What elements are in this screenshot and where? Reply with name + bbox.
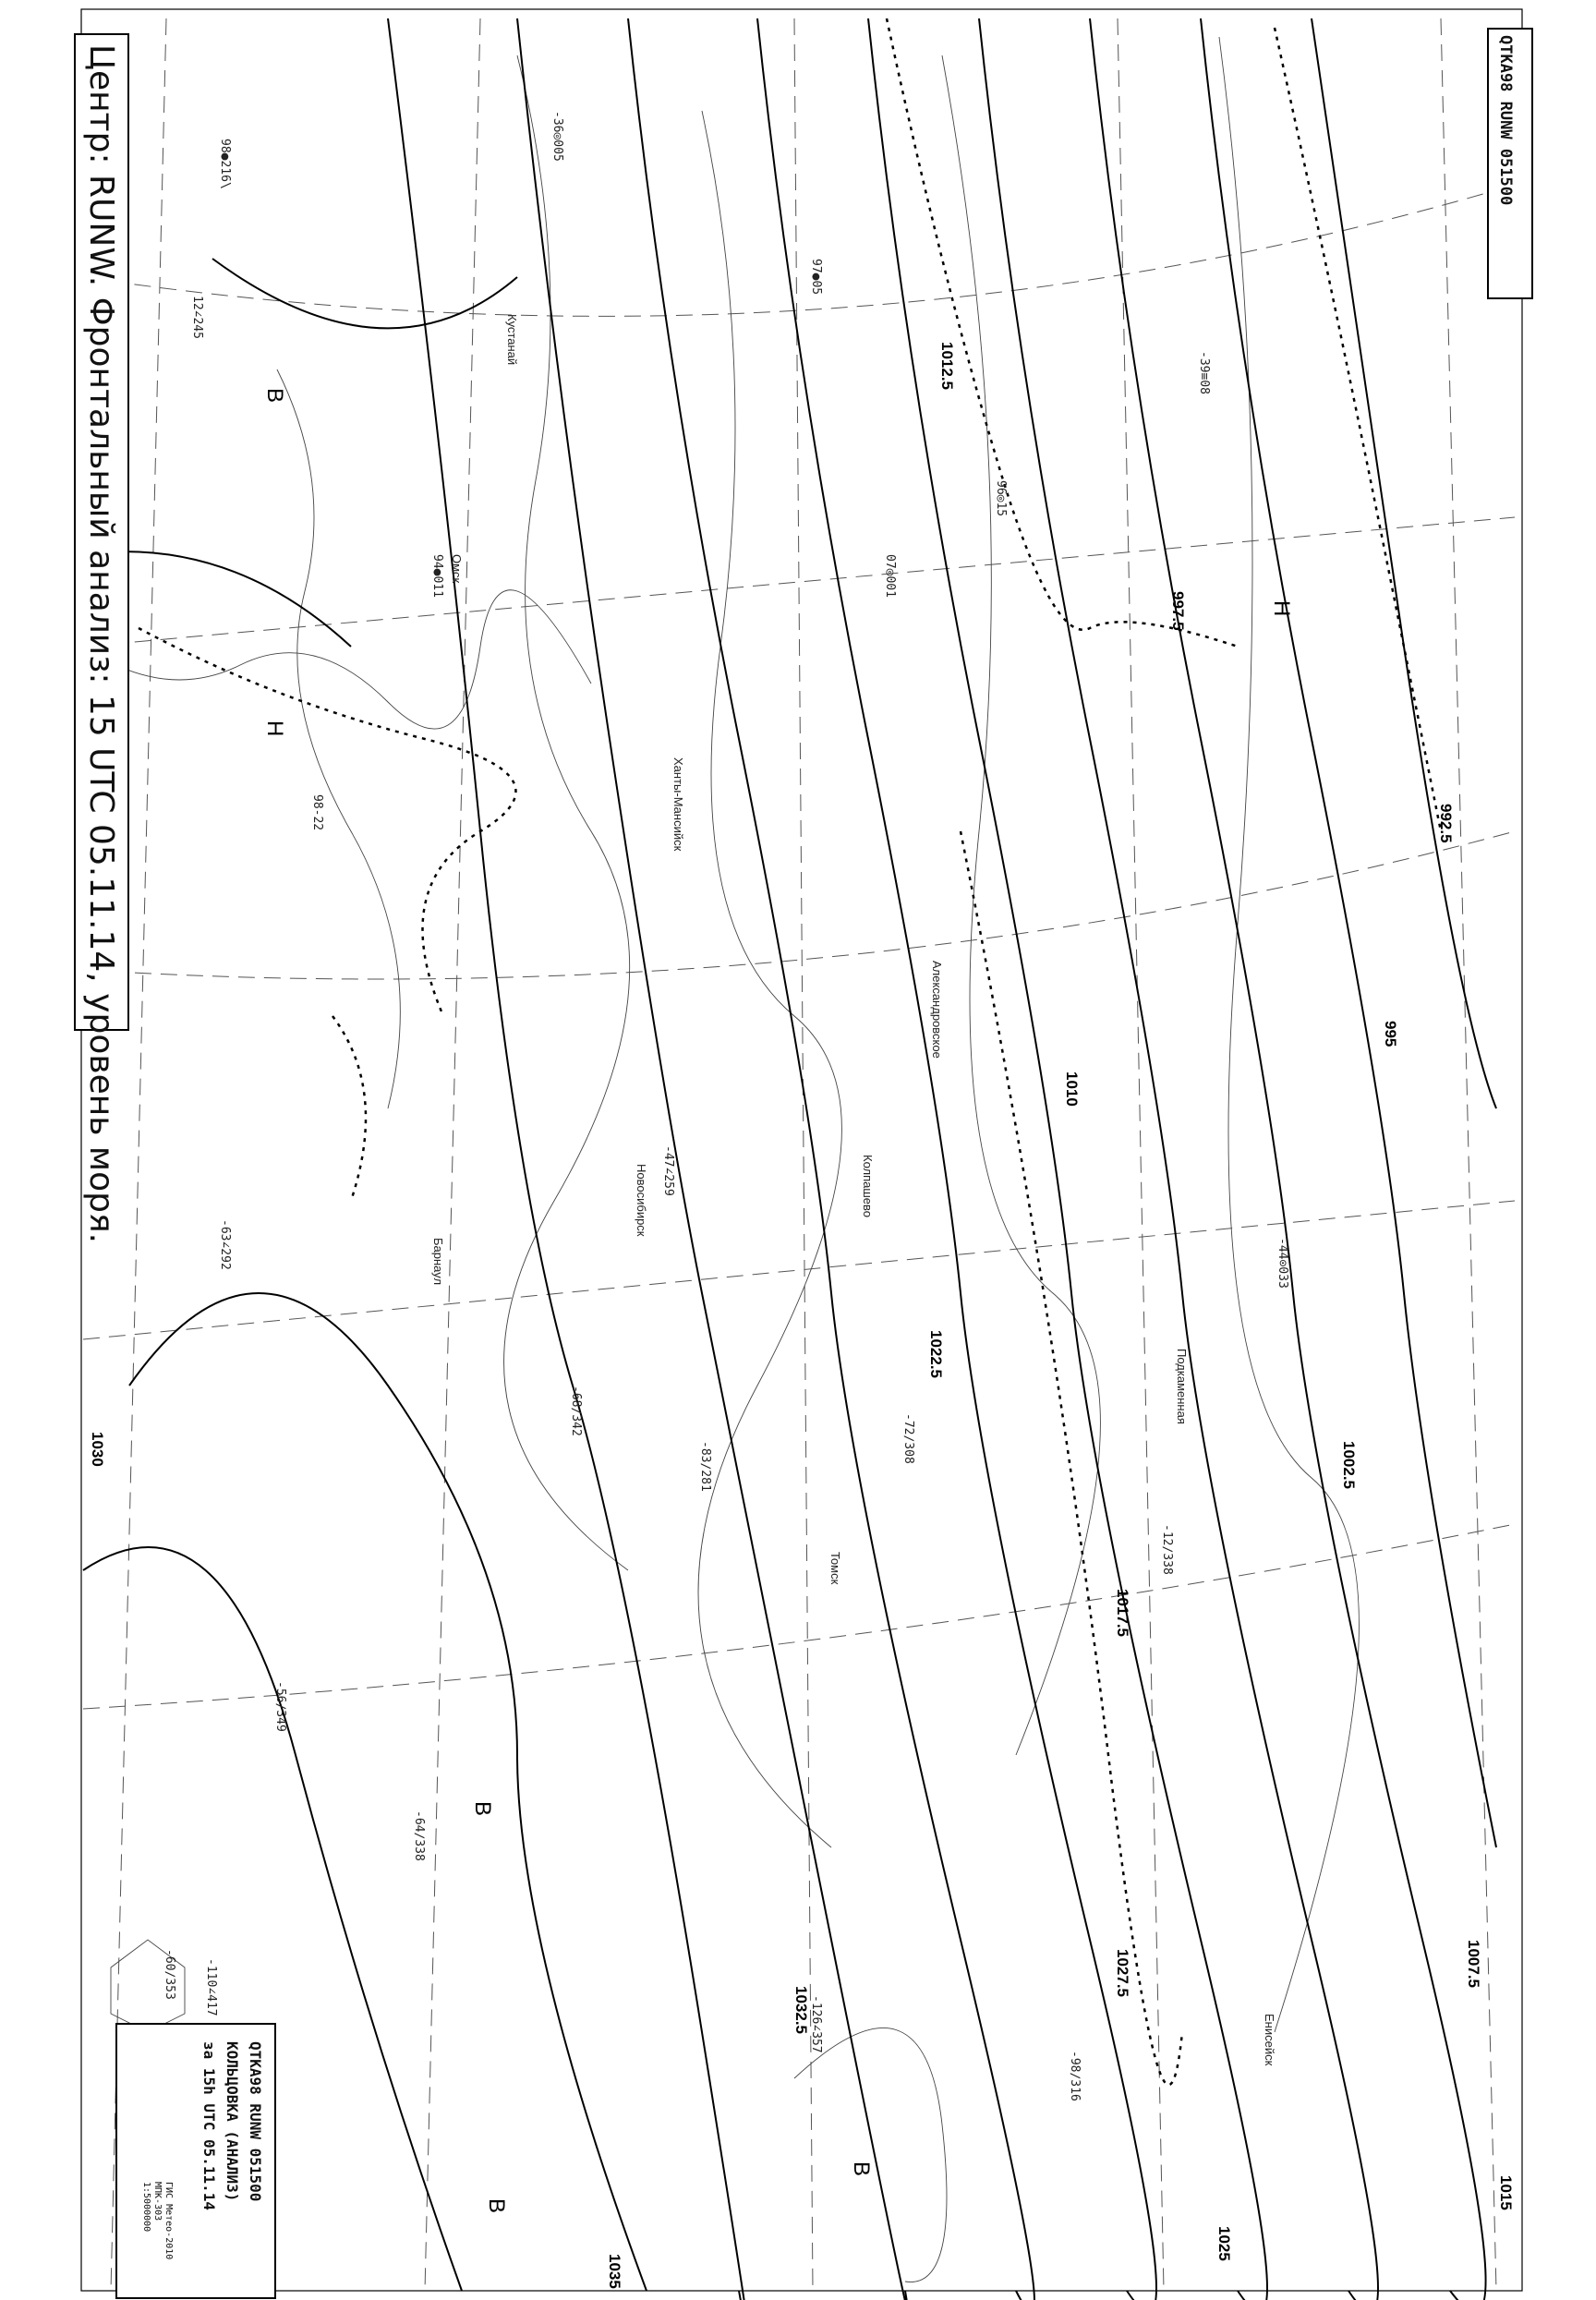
place-name: Кустанай [505,314,519,366]
station-plot: 97●05 [809,259,823,296]
station-plots [163,111,1289,2101]
legend-line-1: QTKA98 RUNW 051500 [247,2041,264,2202]
header-code-box [1487,28,1533,299]
isobar-label: 997.5 [1169,591,1187,631]
legend-meta-3: 1:5000000 [141,2182,151,2233]
isobar-label: 995 [1382,1021,1399,1047]
station-plot: -44⊙033 [1276,1238,1289,1289]
high-center: В [484,2198,509,2214]
isobar-label: 992.5 [1437,804,1455,843]
high-center: В [262,388,287,404]
place-name: Томск [828,1552,842,1585]
legend-box [115,2023,276,2299]
place-name: Барнаул [431,1238,445,1286]
high-center: В [849,2161,874,2177]
place-name: Новосибирск [635,1164,648,1237]
place-name: Александровское [930,961,944,1059]
place-name: Колпашево [861,1155,875,1218]
isobar-label: 1002.5 [1340,1441,1358,1489]
station-plot: -98∕316 [1068,2051,1082,2101]
isobar-label: 1025 [1215,2226,1233,2261]
place-name: Подкаменная [1175,1349,1189,1424]
isobar-label-layer [89,342,1515,2289]
legend-meta-1: ГИС Метео-2010 [163,2182,174,2260]
map-title-box [74,33,129,1244]
isobar-label: 1032.5 [792,1986,810,2034]
place-name: Омск [450,554,464,584]
map-frame [81,9,1522,2291]
place-name: Ханты-Мансийск [671,757,685,852]
isobar-label: 1022.5 [927,1330,945,1378]
isobars [83,18,1496,2300]
low-center: Н [262,720,287,737]
isobar-label: 1010 [1063,1071,1081,1107]
station-plot: -110∠417 [204,1958,218,2016]
place-name: Енисейск [1263,2014,1276,2066]
place-names [431,314,1276,2066]
isobar-label: 1035 [606,2254,623,2289]
fronts [139,18,1441,2085]
isobar-label: 1027.5 [1114,1949,1131,1997]
station-plot: 98-22 [310,794,324,831]
station-plot: 94●011 [430,554,444,598]
station-plot: -126∠357 [809,1995,823,2053]
high-center: В [470,1801,495,1817]
legend-line-2: КОЛЬЦОВКА (АНАЛИЗ) [224,2041,241,2202]
isobar-label: 1012.5 [938,342,956,390]
station-plot: -83∕281 [698,1441,712,1492]
isobar-label: 1015 [1497,2175,1515,2210]
station-plot: -47∠259 [661,1145,675,1196]
isobar-label: 1017.5 [1114,1589,1131,1637]
station-plot: 98●216\ [218,139,232,189]
isobar-label: 1007.5 [1465,1940,1482,1988]
station-plot: 12∠245 [190,296,204,339]
station-plot: 96◎15 [994,480,1008,517]
station-plot: -12∕338 [1160,1524,1174,1575]
isobar-label: 1030 [89,1432,106,1467]
legend-meta-2: МПК-303 [152,2182,163,2221]
header-code: QTKA98 RUNW 051500 [1496,35,1515,206]
station-plot: -63∠292 [218,1219,232,1270]
station-plot: -39≡08 [1197,351,1211,394]
station-plot: -64∕338 [412,1810,426,1861]
station-plot: -36◎005 [550,111,564,162]
legend-line-3: за 15h UTC 05.11.14 [200,2041,218,2211]
pressure-centers [262,388,1294,2213]
geography-lines [83,37,1359,2282]
map-title: Центр: RUNW. Фронтальный анализ: 15 UTC 05.11.14, уровень моря. [82,44,121,1244]
station-plot: -68∕342 [569,1386,583,1436]
station-plot: -60∕353 [163,1949,176,2000]
station-plot: -56∕349 [273,1681,287,1732]
station-plot: 07◎001 [883,554,897,598]
low-center: Н [1269,600,1294,617]
station-plot: -72∕308 [901,1413,915,1464]
